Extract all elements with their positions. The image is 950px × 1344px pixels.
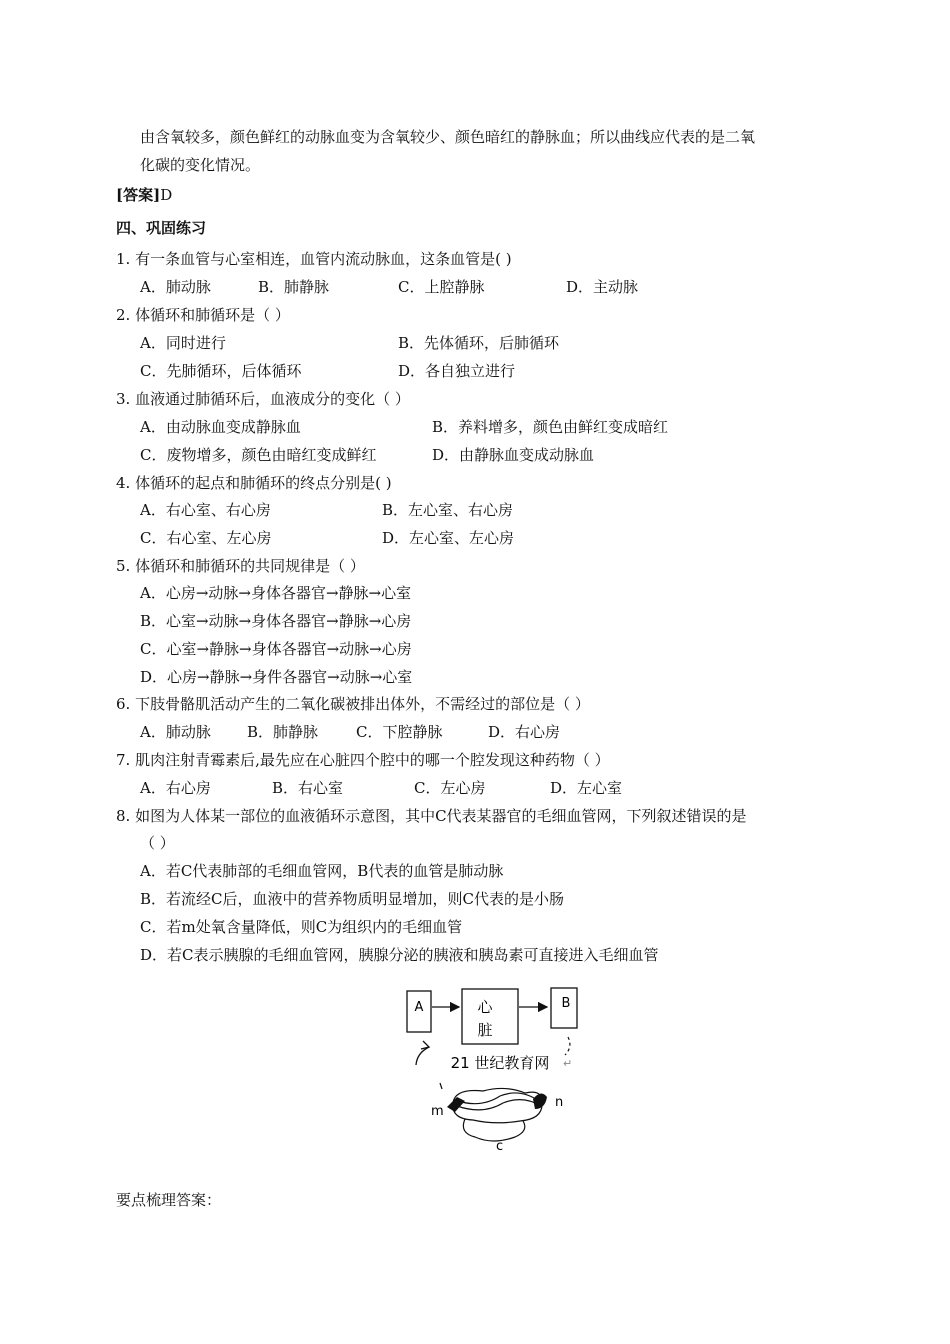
question-7-stem: 7. 肌肉注射青霉素后,最先应在心脏四个腔中的哪一个腔发现这种药物（ ） [116, 751, 610, 769]
vessel-m [447, 1097, 465, 1112]
question-1-option-d: D．主动脉 [566, 278, 639, 296]
question-1-option-c: C．上腔静脉 [398, 278, 485, 296]
question-7-option-b: B．右心室 [272, 779, 344, 797]
vessel-n [533, 1093, 547, 1109]
curve-right [565, 1037, 570, 1055]
question-7-option-a: A．右心房 [140, 779, 211, 797]
question-2-option-c: C．先肺循环，后体循环 [140, 362, 302, 380]
intro-line-1: 由含氧较多，颜色鲜红的动脉血变为含氧较少、颜色暗红的静脉血；所以曲线应代表的是二氧 [140, 128, 756, 146]
question-3-option-a: A．由动脉血变成静脉血 [140, 418, 301, 436]
footer-summary-heading: 要点梳理答案： [116, 1191, 222, 1209]
question-5-option-c: C．心室→静脉→身体各器官→动脉→心房 [140, 640, 412, 658]
question-5-stem: 5. 体循环和肺循环的共同规律是（ ） [116, 557, 365, 575]
capillary-network-c [453, 1088, 542, 1141]
question-4-option-c: C．右心室、左心房 [140, 529, 272, 547]
answer-value: D [160, 186, 173, 204]
question-4-option-a: A．右心室、右心房 [140, 501, 271, 519]
question-1-stem: 1. 有一条血管与心室相连，血管内流动脉血，这条血管是( ) [116, 250, 512, 268]
question-7-option-c: C．左心房 [414, 779, 486, 797]
question-6-option-b: B．肺静脉 [247, 723, 319, 741]
question-8-option-c: C．若m处氧含量降低，则C为组织内的毛细血管 [140, 918, 463, 936]
question-5-option-b: B．心室→动脉→身体各器官→静脉→心房 [140, 612, 412, 630]
question-1-option-b: B．肺静脉 [258, 278, 330, 296]
question-6-option-a: A．肺动脉 [140, 723, 211, 741]
box-a-label: A [414, 1000, 424, 1015]
question-8-option-b: B．若流经C后，血液中的营养物质明显增加，则C代表的是小肠 [140, 890, 564, 908]
question-3-option-d: D．由静脉血变成动脉血 [432, 446, 595, 464]
section-title: 四、巩固练习 [116, 219, 207, 237]
question-6-option-c: C．下腔静脉 [356, 723, 443, 741]
intro-line-2: 化碳的变化情况。 [140, 156, 261, 174]
question-2-option-a: A．同时进行 [140, 334, 226, 352]
question-5-option-d: D．心房→静脉→身件各器官→动脉→心室 [140, 668, 413, 686]
question-5-option-a: A．心房→动脉→身体各器官→静脉→心室 [140, 584, 412, 602]
heart-label-2: 脏 [477, 1021, 493, 1039]
answer-line [116, 185, 172, 205]
return-mark-icon: ↵ [563, 1057, 573, 1070]
watermark-text: 21 世纪教育网 [450, 1054, 550, 1072]
question-3-option-c: C．废物增多，颜色由暗红变成鲜红 [140, 446, 377, 464]
question-2-option-d: D．各自独立进行 [398, 362, 516, 380]
curve-left [416, 1047, 429, 1065]
circulation-diagram [395, 985, 600, 1150]
question-8-stem: 8. 如图为人体某一部位的血液循环示意图，其中C代表某器官的毛细血管网，下列叙述错误的是 [116, 807, 747, 825]
label-c: c [496, 1139, 504, 1150]
question-1-option-a: A．肺动脉 [140, 278, 211, 296]
curve-left-arrowhead [421, 1041, 429, 1049]
box-b-label: B [561, 996, 571, 1011]
question-8-option-d: D．若C表示胰腺的毛细血管网，胰腺分泌的胰液和胰岛素可直接进入毛细血管 [140, 946, 659, 964]
question-4-option-b: B．左心室、右心房 [382, 501, 514, 519]
tick-mark [440, 1083, 442, 1089]
label-m: m [431, 1104, 444, 1119]
question-2-option-b: B．先体循环，后肺循环 [398, 334, 560, 352]
question-4-stem: 4. 体循环的起点和肺循环的终点分别是( ) [116, 474, 392, 492]
heart-label-1: 心 [477, 998, 493, 1016]
question-2-stem: 2. 体循环和肺循环是（ ） [116, 306, 290, 324]
label-n: n [555, 1095, 564, 1110]
question-7-option-d: D．左心室 [550, 779, 623, 797]
question-8-stem-continuation: （ ） [140, 834, 175, 852]
question-3-option-b: B．养料增多，颜色由鲜红变成暗红 [432, 418, 669, 436]
answer-label: [答案] [116, 186, 161, 204]
question-6-option-d: D．右心房 [488, 723, 561, 741]
question-4-option-d: D．左心室、左心房 [382, 529, 515, 547]
question-3-stem: 3. 血液通过肺循环后，血液成分的变化（ ） [116, 390, 410, 408]
question-6-stem: 6. 下肢骨骼肌活动产生的二氧化碳被排出体外，不需经过的部位是（ ） [116, 695, 590, 713]
question-8-option-a: A．若C代表肺部的毛细血管网，B代表的血管是肺动脉 [140, 862, 504, 880]
